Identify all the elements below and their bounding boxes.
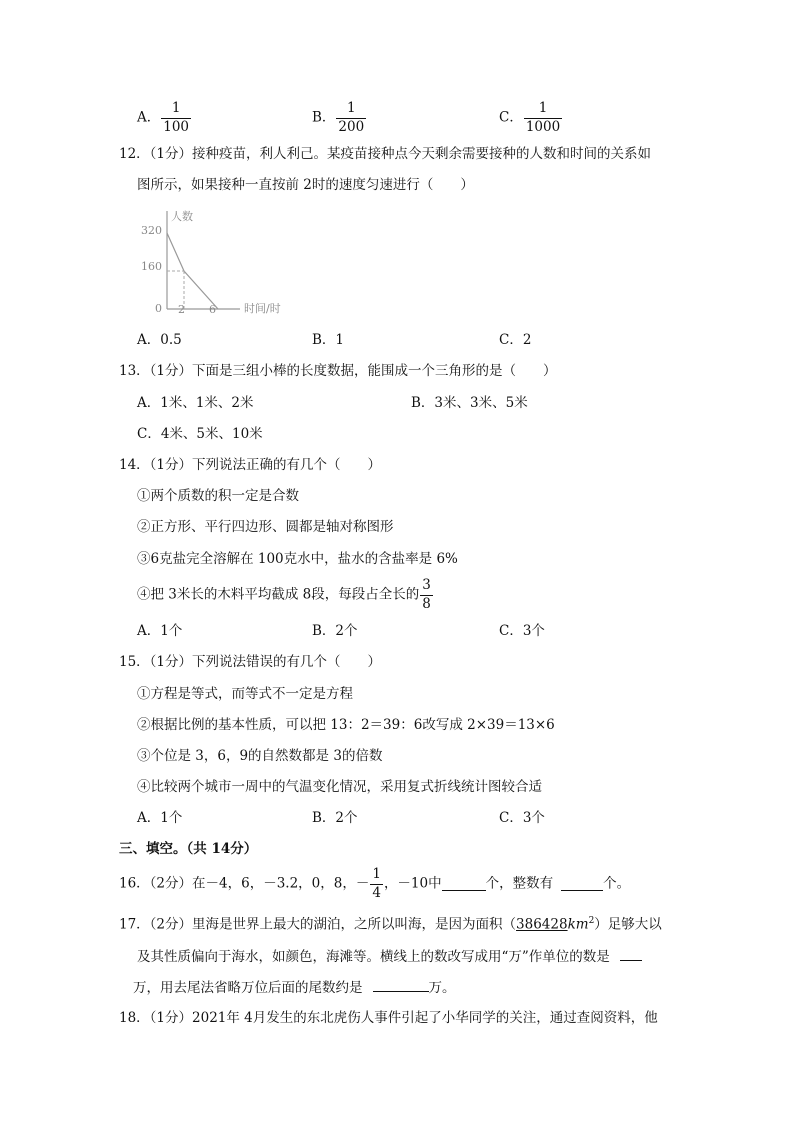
q17-line1 xyxy=(119,917,662,932)
q12-stem-line2: 图所示，如果接种一直按前 2时的速度匀速进行（ ） xyxy=(137,177,474,193)
q17-text-4: 万，用去尾法省略万位后面的尾数约是 xyxy=(133,980,363,996)
q15-statement-4: ④比较两个城市一周中的气温变化情况，采用复式折线统计图较合适 xyxy=(137,779,542,795)
q16-text-3: 个，整数有 xyxy=(485,875,554,892)
fraction: $\frac{1}{100}$ xyxy=(163,100,190,135)
q17-text-1: 17．（2分）里海是世界上最大的湖泊，之所以叫海，是因为面积（ xyxy=(119,916,517,933)
q14-statement-1: ①两个质数的积一定是合数 xyxy=(137,488,299,504)
q13-option-b: B．3米、3米、5米 xyxy=(411,395,528,411)
statement-text: ④把 3米长的木料平均截成 8段，每段占全长的 xyxy=(137,586,420,603)
q13-option-c: C．4米、5米、10米 xyxy=(137,426,263,442)
fraction: $\frac{1}{1000}$ xyxy=(525,100,561,135)
answer-blank[interactable] xyxy=(620,948,642,961)
q15-option-a: A．1个 xyxy=(137,810,183,826)
q11-option-b xyxy=(312,102,367,134)
q14-statement-3: ③6克盐完全溶解在 100克水中，盐水的含盐率是 6% xyxy=(137,551,458,567)
q18-line1: 18．（1分）2021年 4月发生的东北虎伤人事件引起了小华同学的关注，通过查阅资料，他 xyxy=(119,1010,658,1026)
q12-stem-line1: 12．（1分）接种疫苗，利人利己。某疫苗接种点今天剩余需要接种的人数和时间的关系如 xyxy=(119,146,652,162)
q13-stem: 13．（1分）下面是三组小棒的长度数据，能围成一个三角形的是（ ） xyxy=(119,363,557,379)
q17-line2 xyxy=(137,948,642,965)
q17-text-3: 及其性质偏向于海水，如颜色，海滩等。横线上的数改写成用“万”作单位的数是 xyxy=(137,949,610,965)
answer-blank[interactable] xyxy=(442,878,486,891)
option-label: A． xyxy=(137,109,161,126)
q12-option-c: C．2 xyxy=(499,332,532,348)
x-tick-6: 6 xyxy=(209,303,216,316)
q17-text-5: 万。 xyxy=(428,980,456,996)
fraction: $\frac{3}{8}$ xyxy=(422,577,431,612)
area-value: 386428 xyxy=(516,916,568,933)
q12-option-b: B．1 xyxy=(312,332,345,348)
answer-blank[interactable] xyxy=(373,979,429,992)
y-tick-160: 160 xyxy=(141,260,162,273)
q15-stem: 15．（1分）下列说法错误的有几个（ ） xyxy=(119,654,382,670)
x-axis-label: 时间/时 xyxy=(244,302,281,315)
q14-stem: 14．（1分）下列说法正确的有几个（ ） xyxy=(119,457,382,473)
area-unit: km xyxy=(567,916,589,933)
fraction: $\frac{1}{200}$ xyxy=(338,100,365,135)
q12-option-a: A．0.5 xyxy=(137,332,182,348)
q16-line xyxy=(119,868,630,900)
q17-text-2: ）足够大以 xyxy=(594,916,662,933)
q15-statement-3: ③个位是 3，6，9的自然数都是 3的倍数 xyxy=(137,748,383,764)
q14-option-c: C．3个 xyxy=(499,623,545,639)
x-tick-2: 2 xyxy=(178,303,185,316)
q16-text-2: ，－10中 xyxy=(383,875,442,892)
q14-statement-2: ②正方形、平行四边形、圆都是轴对称图形 xyxy=(137,519,394,535)
y-axis-label: 人数 xyxy=(171,210,193,223)
option-label: C． xyxy=(499,109,523,126)
q11-option-c xyxy=(499,102,563,134)
area-exponent: 2 xyxy=(588,916,595,926)
fraction: $\frac{1}{4}$ xyxy=(372,866,381,901)
q15-statement-1: ①方程是等式，而等式不一定是方程 xyxy=(137,686,353,702)
q16-text-4: 个。 xyxy=(603,875,631,892)
q15-option-b: B．2个 xyxy=(312,810,358,826)
q14-option-b: B．2个 xyxy=(312,623,358,639)
option-label: B． xyxy=(312,109,336,126)
section-heading: 三、填空。（共 14分） xyxy=(119,841,258,857)
answer-blank[interactable] xyxy=(561,878,603,891)
y-tick-0: 0 xyxy=(155,302,162,315)
q13-option-a: A．1米、1米、2米 xyxy=(137,395,254,411)
q15-option-c: C．3个 xyxy=(499,810,545,826)
q17-line3 xyxy=(133,979,456,996)
q12-graph xyxy=(140,203,310,321)
q16-text-1: 16．（2分）在－4，6，－3.2，0，8，－ xyxy=(119,875,370,892)
y-tick-320: 320 xyxy=(141,224,162,237)
q14-statement-4 xyxy=(137,579,434,611)
q14-option-a: A．1个 xyxy=(137,623,183,639)
q15-statement-2: ②根据比例的基本性质，可以把 13：2＝39：6改写成 2×39＝13×6 xyxy=(137,717,555,733)
q11-option-a xyxy=(137,102,192,134)
